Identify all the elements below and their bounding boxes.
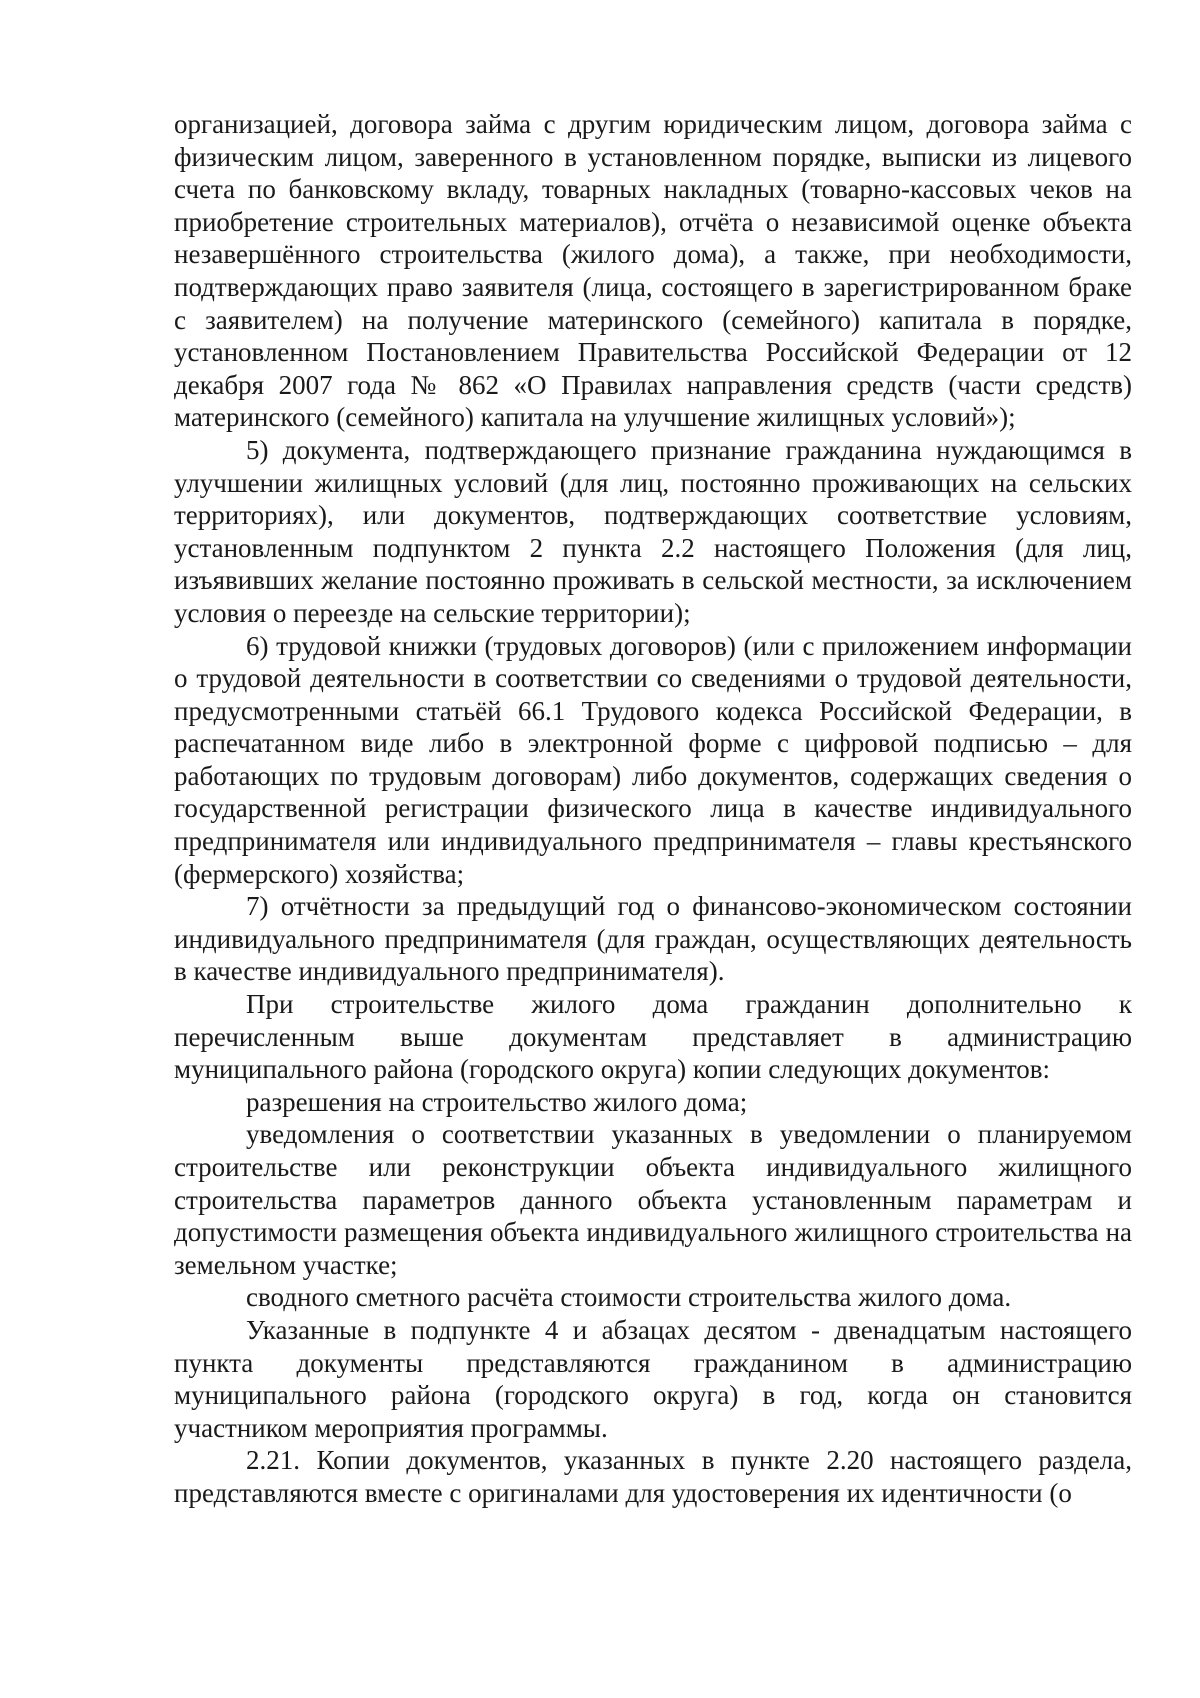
paragraph-item-6: 6) трудовой книжки (трудовых договоров) (или с приложением информации о трудовой деятельности в соответствии со сведениями о трудовой деятельности, предусмотренными статьёй 66.1 Трудового кодекса Российской Федерации, в распечатанном виде либо в электронной форме с цифровой подписью – для работающих по трудовым договорам) либо документов, содержащих сведения о государственной регистрации физического лица в качестве индивидуального предпринимателя или индивидуального предпринимателя – главы крестьянского (фермерского) хозяйства; [174, 630, 1132, 889]
paragraph-section-2-21: 2.21. Копии документов, указанных в пункте 2.20 настоящего раздела, представляются вместе с оригиналами для удостоверения их идентичности (о [174, 1445, 1132, 1508]
paragraph-item-7: 7) отчётности за предыдущий год о финансово-экономическом состоянии индивидуального предпринимателя (для граждан, осуществляющих деятельность в качестве индивидуального предпринимателя). [174, 891, 1132, 987]
paragraph-submission-note: Указанные в подпункте 4 и абзацах десятом - двенадцатым настоящего пункта документы представляются гражданином в администрацию муниципального района (городского округа) в год, когда он становится участником мероприятия программы. [174, 1314, 1132, 1443]
document-page [174, 108, 1132, 1510]
paragraph-construction-intro: При строительстве жилого дома гражданин дополнительно к перечисленным выше документам представляет в администрацию муниципального района (городского округа) копии следующих документов: [174, 989, 1132, 1085]
paragraph-item-5: 5) документа, подтверждающего признание гражданина нуждающимся в улучшении жилищных условий (для лиц, постоянно проживающих на сельских территориях), или документов, подтверждающих соответствие условиям, установленным подпунктом 2 пункта 2.2 настоящего Положения (для лиц, изъявивших желание постоянно проживать в сельской местности, за исключением условия о переезде на сельские территории); [174, 434, 1132, 628]
paragraph-cost-estimate: сводного сметного расчёта стоимости строительства жилого дома. [246, 1282, 1012, 1313]
paragraph-continuation: организацией, договора займа с другим юридическим лицом, договора займа с физическим лицом, заверенного в установленном порядке, выписки из лицевого счета по банковскому вкладу, товарных накладных (товарно-кассовых чеков на приобретение строительных материалов), отчёта о независимой оценке объекта незавершённого строительства (жилого дома), а также, при необходимости, подтверждающих право заявителя (лица, состоящего в зарегистрированном браке с заявителем) на получение материнского (семейного) капитала в порядке, установленном Постановлением Правительства Российской Федерации от 12 декабря 2007 года № 862 «О Правилах направления средств (части средств) материнского (семейного) капитала на улучшение жилищных условий»); [174, 109, 1132, 433]
paragraph-compliance-notice: уведомления о соответствии указанных в уведомлении о планируемом строительстве или реконструкции объекта индивидуального жилищного строительства параметров данного объекта установленным параметрам и допустимости размещения объекта индивидуального жилищного строительства на земельном участке; [174, 1119, 1132, 1280]
paragraph-building-permit: разрешения на строительство жилого дома; [246, 1086, 748, 1117]
